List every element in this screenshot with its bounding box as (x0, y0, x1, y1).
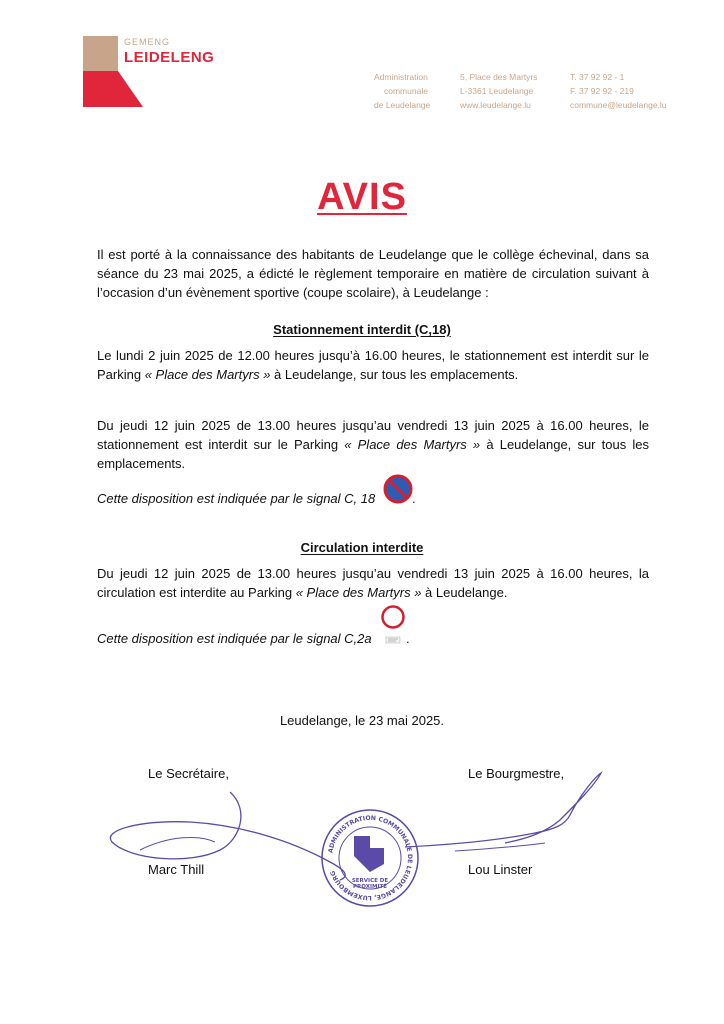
parking-paragraph-2 (97, 416, 649, 473)
place-name: « Place des Martyrs » (295, 585, 422, 600)
period-mark: . (412, 491, 416, 506)
traffic-paragraph (97, 564, 649, 602)
mayor-name: Lou Linster (468, 862, 533, 877)
logo-big-text: LEIDELENG (124, 49, 215, 66)
contact-line: www.leudelange.lu (460, 100, 531, 110)
text-run: à Leudelange, sur tous les emplacements. (97, 437, 650, 471)
stamp-ring-text: ADMINISTRATION COMMUNALE DE LEUDELANGE, LUXEMBOURG (327, 814, 414, 902)
place-name: « Place des Martyrs » (144, 367, 271, 382)
no-entry-sign-icon (380, 604, 406, 648)
heading-text: Stationnement interdit (C,18) (273, 322, 451, 337)
contact-line: L-3361 Leudelange (460, 86, 534, 96)
secretary-name: Marc Thill (148, 862, 205, 877)
parking-sign-note: Cette disposition est indiquée par le signal C, 18 (97, 491, 376, 506)
text-run: à Leudelange, sur tous les emplacements. (270, 367, 519, 382)
logo-small-text: GEMENG (124, 37, 171, 47)
contact-line: T. 37 92 92 - 1 (570, 72, 625, 82)
contact-phone-mail (570, 70, 667, 112)
period-mark: . (406, 631, 410, 646)
municipality-logo (83, 36, 223, 106)
traffic-sign-note: Cette disposition est indiquée par le signal C,2a (97, 631, 372, 646)
title-text: AVIS (317, 176, 407, 218)
section-heading-traffic (0, 540, 724, 555)
contact-line: 5, Place des Martyrs (460, 72, 538, 82)
page-title (0, 176, 724, 219)
text-run: Du jeudi 12 juin 2025 de 13.00 heures jusqu’au vendredi 13 juin 2025 à 16.00 heures, le stationnement est interdit sur le Parking (97, 418, 649, 452)
contact-line: F. 37 92 92 - 219 (570, 86, 634, 96)
parking-paragraph-1 (97, 346, 649, 384)
contact-line: communale (384, 86, 428, 96)
no-parking-sign-icon (383, 474, 413, 504)
contact-line: commune@leudelange.lu (570, 100, 667, 110)
logo-text (124, 38, 214, 65)
secretary-role: Le Secrétaire, (148, 766, 229, 781)
text-run: Le lundi 2 juin 2025 de 12.00 heures jusqu’à 16.00 heures, le stationnement est interdit sur le Parking (97, 348, 649, 382)
intro-paragraph: Il est porté à la connaissance des habitants de Leudelange que le collège échevinal, dans sa séance du 23 mai 2025, a édicté le règlement temporaire en matière de circulation suivant à l’occasion d’un évènement sportive (coupe scolaire), à Leudelange : (97, 247, 649, 300)
contact-address (460, 70, 537, 112)
official-stamp (318, 806, 422, 910)
text-run: à Leudelange. (421, 585, 508, 600)
stamp-service-text: SERVICE DE (351, 878, 389, 884)
contact-admin (374, 70, 430, 112)
place-date: Leudelange, le 23 mai 2025. (279, 713, 445, 728)
mayor-role: Le Bourgmestre, (468, 766, 565, 781)
logo-square (83, 36, 118, 71)
heading-text: Circulation interdite (300, 540, 424, 555)
place-name: « Place des Martyrs » (344, 437, 481, 452)
section-heading-parking (0, 322, 724, 337)
stamp-proximity-text: PROXIMITÉ (352, 884, 388, 890)
contact-line: de Leudelange (374, 100, 431, 110)
mayor-signature (395, 765, 610, 865)
logo-red-shape (83, 71, 143, 111)
contact-line: Administration (374, 72, 428, 82)
text-run: Du jeudi 12 juin 2025 de 13.00 heures jusqu’au vendredi 13 juin 2025 à 16.00 heures, la circulation est interdite au Parking (97, 566, 649, 600)
